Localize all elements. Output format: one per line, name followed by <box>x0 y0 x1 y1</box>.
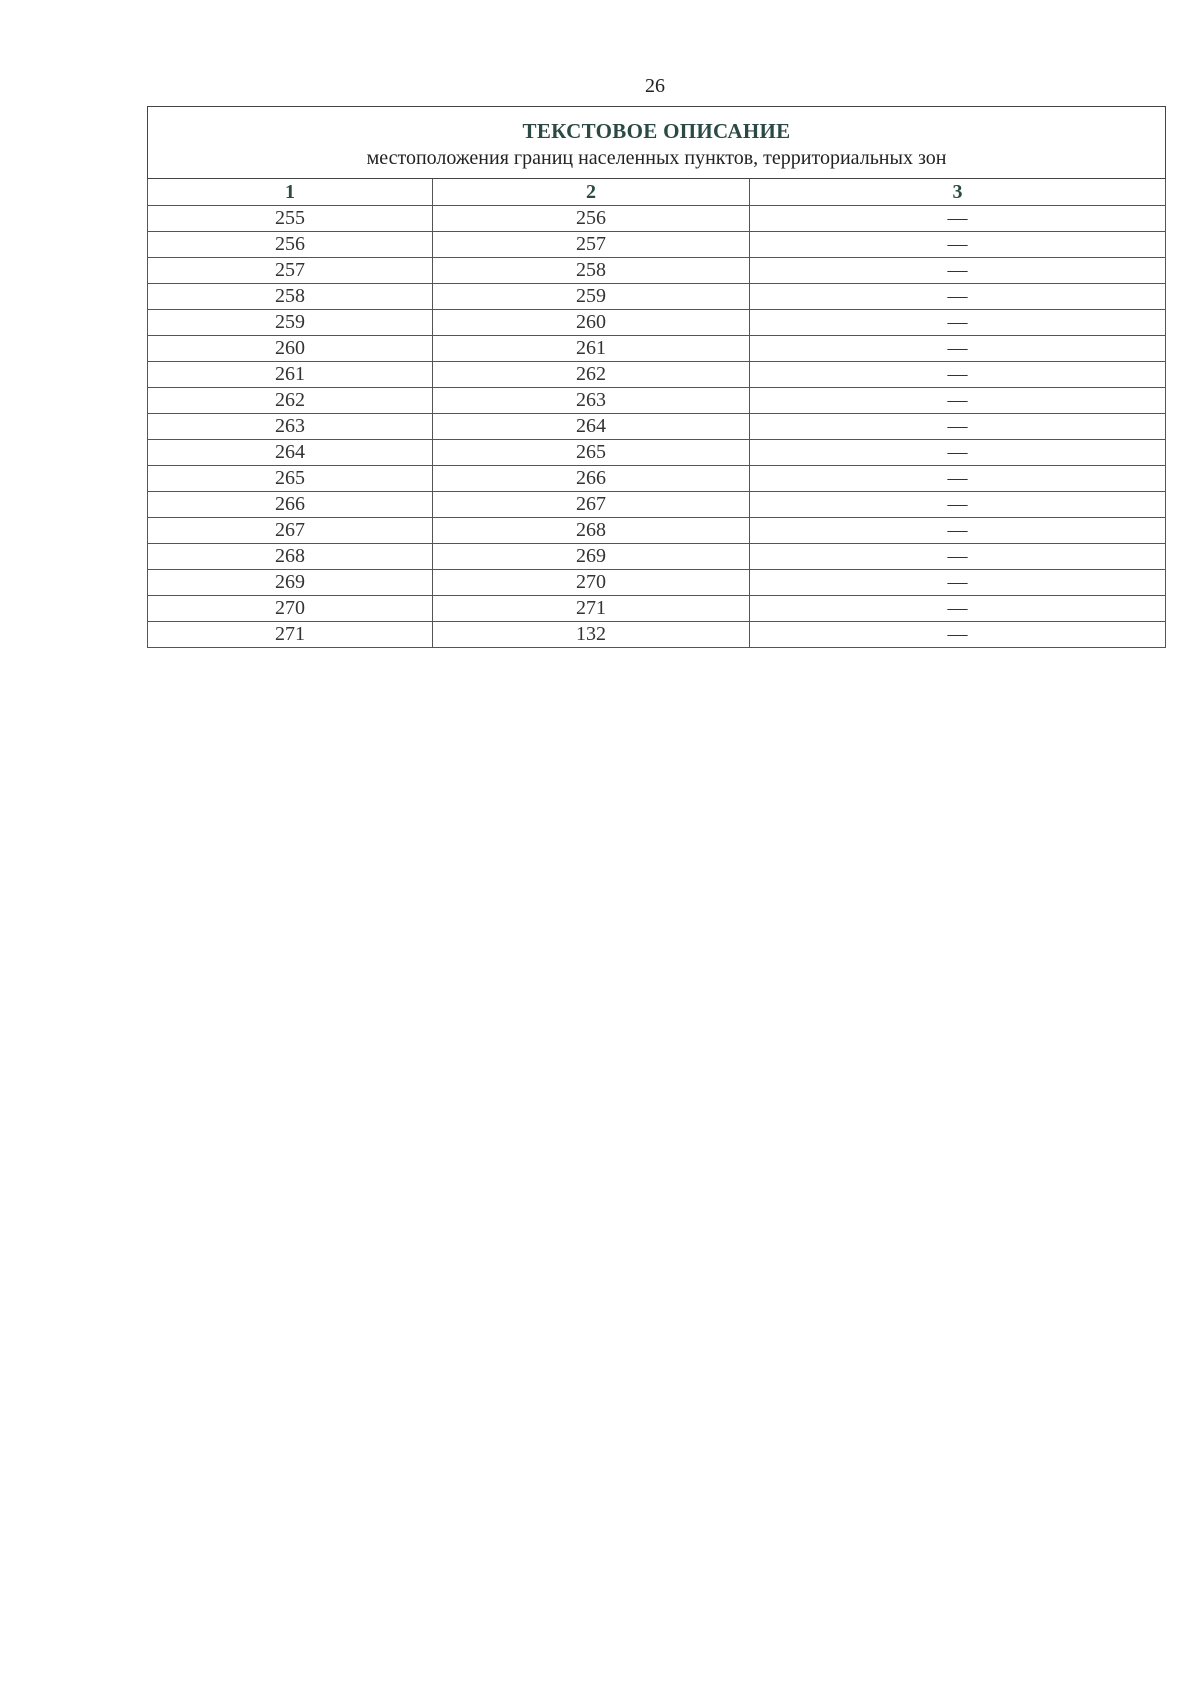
table-cell-dash: — <box>750 492 1166 518</box>
table-row <box>148 570 1166 596</box>
table-cell-point-2: 264 <box>433 414 750 440</box>
table-cell-point-2: 265 <box>433 440 750 466</box>
table-cell-dash: — <box>750 232 1166 258</box>
column-header-1: 1 <box>148 179 433 206</box>
table-cell-dash: — <box>750 440 1166 466</box>
table-cell-point-2: 260 <box>433 310 750 336</box>
table-title-row <box>148 107 1166 179</box>
table-row <box>148 492 1166 518</box>
column-header-row <box>148 179 1166 206</box>
table-cell-dash: — <box>750 544 1166 570</box>
table-cell-point-1: 257 <box>148 258 433 284</box>
table-cell-point-1: 268 <box>148 544 433 570</box>
table-cell-point-2: 267 <box>433 492 750 518</box>
table-cell-point-1: 259 <box>148 310 433 336</box>
table-row <box>148 544 1166 570</box>
table-cell-point-1: 267 <box>148 518 433 544</box>
table-cell-dash: — <box>750 414 1166 440</box>
table-row <box>148 440 1166 466</box>
table-row <box>148 284 1166 310</box>
table-cell-dash: — <box>750 362 1166 388</box>
boundary-description-table <box>147 106 1166 648</box>
table-cell-point-2: 263 <box>433 388 750 414</box>
table-row <box>148 206 1166 232</box>
table-cell-dash: — <box>750 518 1166 544</box>
table-cell-point-1: 261 <box>148 362 433 388</box>
table-cell-point-2: 256 <box>433 206 750 232</box>
table-cell-point-1: 269 <box>148 570 433 596</box>
table-row <box>148 232 1166 258</box>
table-cell-dash: — <box>750 388 1166 414</box>
table-cell-point-1: 266 <box>148 492 433 518</box>
table-cell-point-1: 256 <box>148 232 433 258</box>
table-cell-point-2: 259 <box>433 284 750 310</box>
column-header-2: 2 <box>433 179 750 206</box>
table-cell-point-2: 270 <box>433 570 750 596</box>
page-number: 26 <box>645 75 665 97</box>
table-cell-point-1: 263 <box>148 414 433 440</box>
table-title-cell <box>148 107 1166 179</box>
table-row <box>148 414 1166 440</box>
table-row <box>148 596 1166 622</box>
table-cell-point-2: 271 <box>433 596 750 622</box>
table-row <box>148 310 1166 336</box>
table-cell-point-1: 271 <box>148 622 433 648</box>
table-cell-dash: — <box>750 622 1166 648</box>
table-cell-dash: — <box>750 206 1166 232</box>
table-cell-point-2: 132 <box>433 622 750 648</box>
table-row <box>148 336 1166 362</box>
table-cell-point-2: 257 <box>433 232 750 258</box>
table-cell-dash: — <box>750 570 1166 596</box>
column-header-3: 3 <box>750 179 1166 206</box>
table-cell-point-1: 262 <box>148 388 433 414</box>
table-cell-dash: — <box>750 258 1166 284</box>
table-cell-point-1: 255 <box>148 206 433 232</box>
table-cell-dash: — <box>750 596 1166 622</box>
table-cell-point-1: 264 <box>148 440 433 466</box>
table-row <box>148 466 1166 492</box>
table-row <box>148 258 1166 284</box>
table-cell-point-1: 260 <box>148 336 433 362</box>
table-cell-point-1: 270 <box>148 596 433 622</box>
table-cell-point-1: 265 <box>148 466 433 492</box>
table-row <box>148 388 1166 414</box>
table-cell-point-2: 262 <box>433 362 750 388</box>
table-row <box>148 518 1166 544</box>
table-cell-dash: — <box>750 336 1166 362</box>
table-cell-point-2: 266 <box>433 466 750 492</box>
table-cell-point-1: 258 <box>148 284 433 310</box>
table-body <box>148 206 1166 648</box>
table-cell-point-2: 269 <box>433 544 750 570</box>
table-cell-point-2: 261 <box>433 336 750 362</box>
table-cell-dash: — <box>750 310 1166 336</box>
table-cell-dash: — <box>750 466 1166 492</box>
table-cell-point-2: 268 <box>433 518 750 544</box>
table-row <box>148 622 1166 648</box>
table-cell-dash: — <box>750 284 1166 310</box>
table-subtitle: местоположения границ населенных пунктов, территориальных зон <box>366 146 947 169</box>
table-row <box>148 362 1166 388</box>
table-title: ТЕКСТОВОЕ ОПИСАНИЕ <box>522 118 791 143</box>
table-cell-point-2: 258 <box>433 258 750 284</box>
